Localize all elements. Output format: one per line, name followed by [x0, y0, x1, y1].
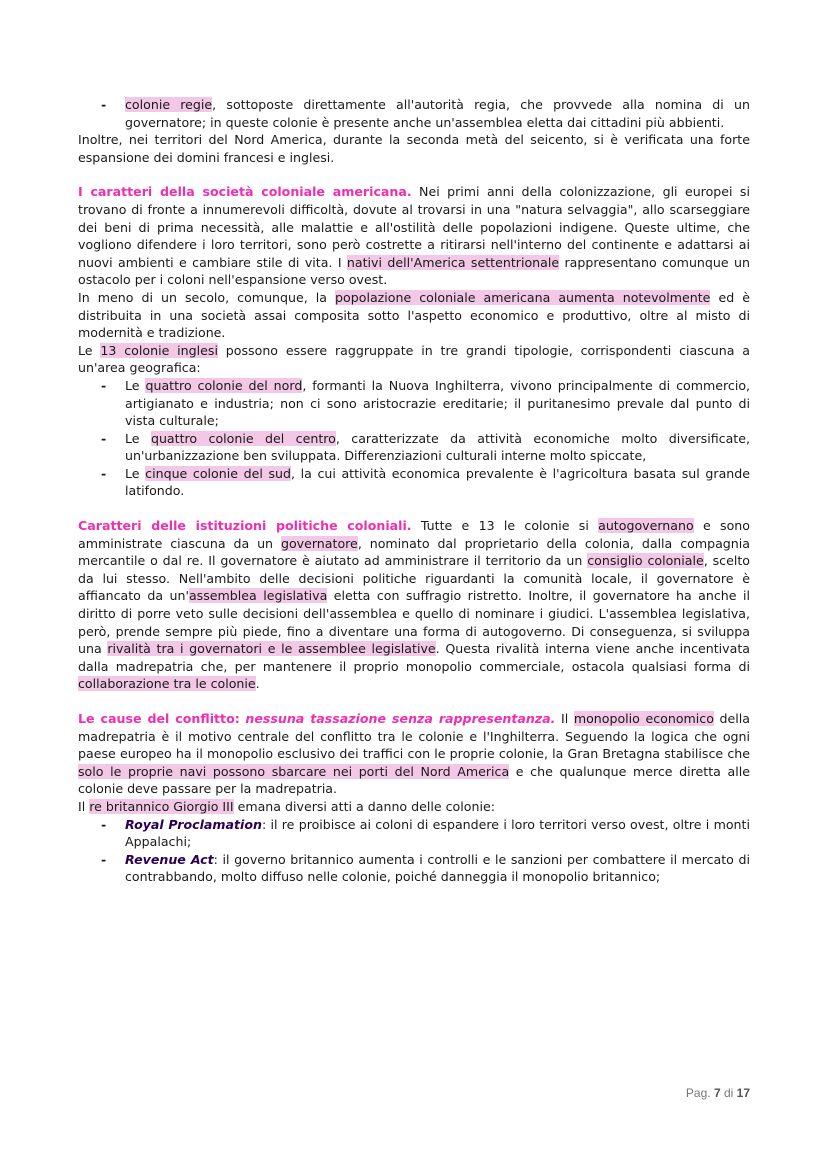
section-heading: I caratteri della società coloniale americana. — [78, 184, 412, 200]
highlight: solo le proprie navi possono sbarcare nei porti del Nord America — [78, 763, 510, 779]
list-item: - Royal Proclamation: il re proibisce ai coloni di espandere i loro territori verso ovest, oltre i monti Appalachi; — [125, 816, 750, 851]
king-paragraph: Il re britannico Giorgio III emana diversi atti a danno delle colonie: — [78, 798, 495, 814]
highlight: autogovernano — [598, 518, 694, 534]
section-conflict-paragraph: Le cause del conflitto: nessuna tassazione senza rappresentanza. Il monopolio economico della madrepatria è il motivo centrale del conflitto tra le colonie e l'Inghilterra. Seguendo la logica che ogni paese europeo ha il monopolio esclusivo dei traffici con le proprie colonie, la Gran Bretagna stabilisce che solo le proprie navi possono sbarcare nei porti del Nord America e che qualunque merce diretta alle colonie deve passare per la madrepatria. — [78, 711, 750, 797]
highlight: quattro colonie del centro — [150, 430, 336, 446]
list-item: - Le cinque colonie del sud, la cui attività economica prevalente è l'agricoltura basata sul grande latifondo. — [125, 465, 750, 500]
acts-list — [78, 816, 750, 886]
act-name: Royal Proclamation — [125, 816, 262, 832]
highlight: quattro colonie del nord — [145, 377, 303, 393]
highlight: nativi dell'America settentrionale — [346, 254, 560, 270]
section-heading: Caratteri delle istituzioni politiche coloniali. — [78, 518, 412, 534]
list-item: - Revenue Act: il governo britannico aumenta i controlli e le sanzioni per combattere il mercato di contrabbando, molto diffuso nelle colonie, poiché danneggia il monopolio britannico; — [125, 851, 750, 886]
colony-types-list — [78, 96, 750, 131]
section-heading-subtitle: nessuna tassazione senza rappresentanza. — [245, 711, 556, 726]
page-number: 7 — [713, 1086, 721, 1100]
list-item: - Le quattro colonie del centro, caratterizzate da attività economiche molto diversificate, un'urbanizzazione ben sviluppata. Differenziazioni culturali interne molto spiccate, — [125, 430, 750, 465]
highlight: collaborazione tra le colonie — [78, 676, 256, 692]
highlight: assemblea legislativa — [188, 588, 328, 604]
page-total: 17 — [736, 1086, 750, 1100]
document-page — [78, 96, 750, 886]
highlight: consiglio coloniale — [587, 553, 704, 569]
colony-groups-list — [78, 377, 750, 500]
population-paragraph: In meno di un secolo, comunque, la popolazione coloniale americana aumenta notevolmente ed è distribuita in una società assai composita sotto l'aspetto economico e produttivo, oltre al misto di modernità e tradizione. — [78, 289, 750, 341]
section-society-paragraph: I caratteri della società coloniale americana. Nei primi anni della colonizzazione, gli europei si trovano di fronte a innumerevoli difficoltà, dovute al trovarsi in una "natura selvaggia", allo scarseggiare dei beni di prima necessità, alle malattie e all'ostilità delle popolazioni indigene. Queste ultime, che vogliono difendere i loro territori, sono però costrette a ritirarsi nell'interno del continente e adattarsi ai nuovi ambienti e cambiare stile di vita. I nativi dell'America settentrionale rappresentano comunque un ostacolo per i coloni nell'espansione verso ovest. — [78, 184, 750, 288]
highlight: rivalità tra i governatori e le assemblee legislative — [107, 641, 436, 657]
list-item: - Le quattro colonie del nord, formanti la Nuova Inghilterra, vivono principalmente di commercio, artigianato e industria; non ci sono aristocrazie ereditarie; il puritanesimo prevale dal punto di vista culturale; — [125, 377, 750, 430]
list-item: - colonie regie, sottoposte direttamente all'autorità regia, che provvede alla nomina di un governatore; in queste colonie è presente anche un'assemblea eletta dai cittadini più abbienti. — [125, 96, 750, 131]
highlight: popolazione coloniale americana aumenta notevolmente — [335, 289, 711, 305]
section-heading: Le cause del conflitto: — [78, 711, 240, 726]
page-footer: Pag. 7 di 17 — [685, 1086, 750, 1100]
section-institutions-paragraph: Caratteri delle istituzioni politiche coloniali. Tutte e 13 le colonie si autogovernano e sono amministrate ciascuna da un governatore, nominato dal proprietario della colonia, dalla compagnia mercantile o dal re. Il governatore è aiutato ad amministrare il territorio da un consiglio coloniale, scelto da lui stesso. Nell'ambito delle decisioni politiche riguardanti la comunità locale, il governatore è affiancato da un'assemblea legislativa eletta con suffragio ristretto. Inoltre, il governatore ha anche il diritto di porre veto sulle decisioni dell'assemblea e quello di nominare i giudici. L'assemblea legislativa, però, prende sempre più piede, fino a diventare una forma di autogoverno. Di conseguenza, si sviluppa una rivalità tra i governatori e le assemblee legislative. Questa rivalità interna viene anche incentivata dalla madrepatria che, per mantenere il proprio monopolio commerciale, ostacola qualsiasi forma di collaborazione tra le colonie. — [78, 518, 750, 692]
highlight: colonie regie — [125, 97, 213, 112]
intro-paragraph: Inoltre, nei territori del Nord America, durante la seconda metà del seicento, si è verificata una forte espansione dei domini francesi e inglesi. — [78, 132, 750, 165]
highlight: re britannico Giorgio III — [89, 798, 234, 814]
highlight: 13 colonie inglesi — [100, 342, 218, 358]
highlight: governatore — [280, 535, 358, 551]
highlight: monopolio economico — [573, 711, 714, 726]
highlight: cinque colonie del sud — [145, 465, 291, 481]
act-name: Revenue Act — [125, 851, 214, 867]
colonies-paragraph: Le 13 colonie inglesi possono essere raggruppate in tre grandi tipologie, corrispondenti ciascuna a un'area geografica: — [78, 342, 750, 376]
